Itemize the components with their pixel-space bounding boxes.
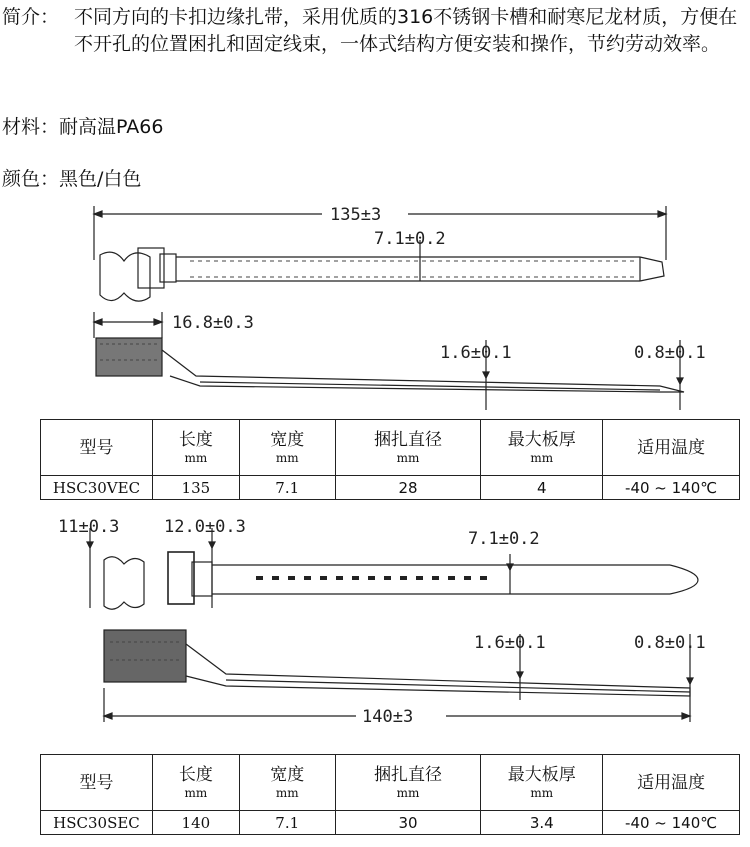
clip-b-dimension-2: 12.0±0.3 [164,517,246,537]
cell-width: 7.1 [239,811,335,835]
intro-label: 简介： [2,6,60,28]
length-dimension-1: 135±3 [330,205,382,225]
material-label: 材料： [2,116,60,138]
cell-length: 135 [152,476,239,500]
cell-model: HSC30SEC [41,811,153,835]
thickness-b-dimension-2: 0.8±0.1 [634,633,706,653]
spec-table-2 [40,754,740,835]
spec-table-1 [40,419,740,500]
width-dimension-2: 7.1±0.2 [468,529,540,549]
header-width: 宽度 mm [239,755,335,811]
thickness-a-dimension-1: 1.6±0.1 [440,343,512,363]
width-dimension-1: 7.1±0.2 [374,229,446,249]
header-model: 型号 [41,755,153,811]
cable-tie-drawing-1 [0,200,750,415]
color-label: 颜色： [2,168,60,190]
header-temperature: 适用温度 [603,755,740,811]
length-dimension-2: 140±3 [362,707,414,727]
clip-a-dimension-2: 11±0.3 [58,517,120,537]
color-line [2,166,141,193]
material-line [2,114,163,141]
cell-model: HSC30VEC [41,476,153,500]
table-row [41,476,740,500]
header-max-panel-thickness: 最大板厚 mm [481,420,603,476]
header-bundle-diameter: 捆扎直径 mm [335,420,481,476]
cell-max-panel-thickness: 3.4 [481,811,603,835]
cell-temperature: -40 ~ 140℃ [603,811,740,835]
color-value: 黑色/白色 [59,168,142,190]
thickness-a-dimension-2: 1.6±0.1 [474,633,546,653]
table-header-row [41,420,740,476]
cell-width: 7.1 [239,476,335,500]
header-temperature: 适用温度 [603,420,740,476]
cell-bundle-diameter: 28 [335,476,481,500]
header-model: 型号 [41,420,153,476]
header-width: 宽度 mm [239,420,335,476]
cell-max-panel-thickness: 4 [481,476,603,500]
intro-text: 不同方向的卡扣边缘扎带，采用优质的316不锈钢卡槽和耐寒尼龙材质，方便在不开孔的位置困扎和固定线束，一体式结构方便安装和操作，节约劳动效率。 [74,6,738,55]
cell-temperature: -40 ~ 140℃ [603,476,740,500]
header-bundle-diameter: 捆扎直径 mm [335,755,481,811]
table-row [41,811,740,835]
cell-length: 140 [152,811,239,835]
thickness-b-dimension-1: 0.8±0.1 [634,343,706,363]
material-value: 耐高温PA66 [59,116,164,138]
header-length: 长度 mm [152,420,239,476]
header-max-panel-thickness: 最大板厚 mm [481,755,603,811]
cell-bundle-diameter: 30 [335,811,481,835]
header-length: 长度 mm [152,755,239,811]
cable-tie-drawing-2 [0,508,750,750]
table-header-row [41,755,740,811]
clip-dimension-1: 16.8±0.3 [172,313,254,333]
